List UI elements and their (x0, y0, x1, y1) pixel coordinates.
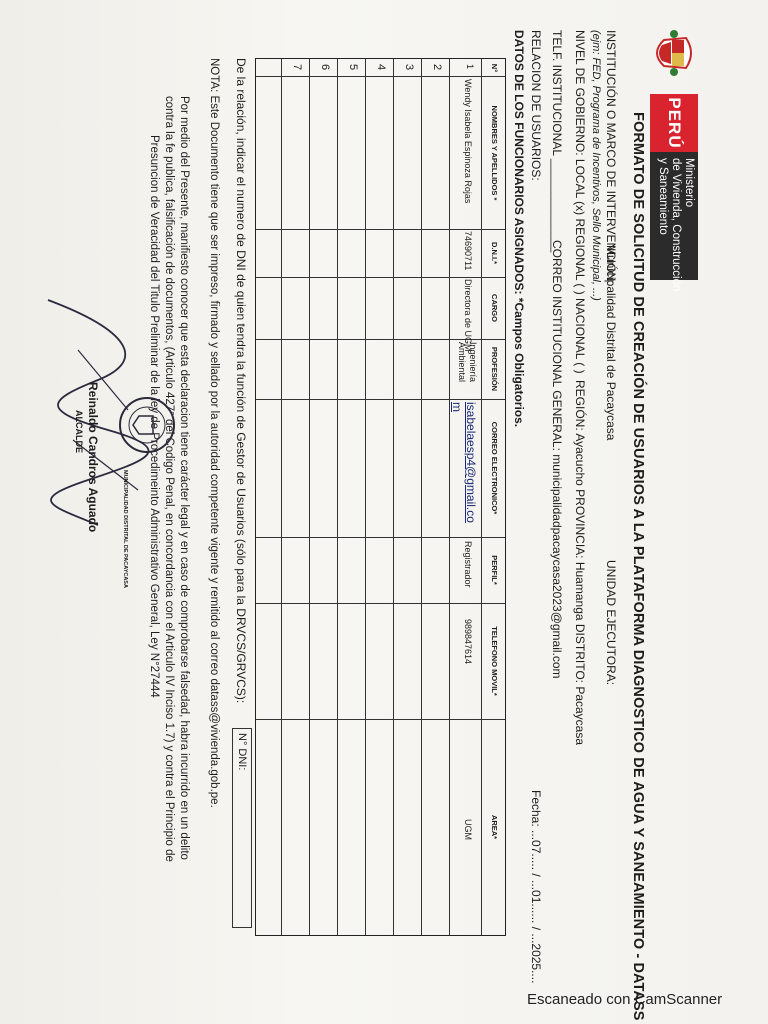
header-dni: D.N.I.* (490, 241, 499, 265)
relacion-usuarios: RELACION DE USUARIOS: (529, 30, 543, 181)
row1-profesion-2: Ambiental (457, 342, 467, 383)
header-nombres: NOMBRES Y APELLIDOS * (490, 105, 499, 201)
declaracion-line-1: Por medio del Presente, manifiesto conocer que esta declaracion tiene carácter legal y en caso de comprobarse falsedad, habra incurrido en un delito (178, 96, 190, 860)
peru-coat-of-arms-icon (646, 30, 698, 76)
firma-nombre: Reinaldo Candros Aguado (86, 382, 100, 533)
header-telefono: TELEFONO MOVIL* (490, 626, 499, 696)
row-number: 5 (347, 64, 359, 71)
row1-telefono: 989847614 (463, 619, 473, 665)
row1-profesion-1: Ingeniería (468, 342, 478, 383)
correo-general: CORREO INSTITUCIONAL GENERAL: municipalidadpacaycasa2023@gmail.com (550, 240, 564, 679)
camscanner-watermark: Escaneado con CamScanner (527, 991, 723, 1008)
row1-nombre: Wendy Isabela Espinoza Rojas (463, 79, 473, 204)
row1-correo-1: isabelaesp4@gmail.co (464, 402, 478, 523)
telefono-institucional: TELF. INSTITUCIONAL ______________ (550, 30, 564, 253)
header-area: AREA* (490, 814, 499, 840)
header-numero: N° (490, 63, 499, 73)
header-correo: CORREO ELECTRONICO* (490, 421, 499, 515)
row1-correo-2: m (450, 402, 464, 412)
row-number: 4 (375, 64, 387, 71)
institucion-value: Municipalidad Distrital de Pacaycasa (604, 245, 618, 441)
row1-numero: 1 (465, 64, 475, 70)
nota: NOTA: Este Documento tiene que ser impreso, firmado y sellado por la autoridad competente vigente y remitido al correo datass@vivienda.gob.pe. (208, 58, 220, 808)
header-cargo: CARGO (490, 294, 499, 322)
row-number: 3 (403, 64, 415, 71)
usuarios-table (255, 58, 506, 936)
institucion-label: INSTITUCIÓN O MARCO DE INTERVENCIÓN: (604, 30, 618, 285)
peru-logo-label: PERÚ (650, 94, 698, 152)
ejemplo-text: (ejm: FED, Programa de Incentivos, Sello Municipal, ...) (590, 30, 602, 301)
row-number: 2 (431, 64, 443, 71)
datos-funcionarios-title: DATOS DE LOS FUNCIONARIOS ASIGNADOS: *Campos Obligatorios. (512, 30, 526, 428)
header-profesion: PROFESIÓN (490, 346, 499, 392)
dni-box: N° DNI: (232, 728, 252, 928)
relacion-dni-text: De la relación, indicar el numero de DNI de quien tendra la función de Gestor de Usuarios (sólo para la DRVCS/GRVCS): (234, 58, 248, 704)
declaracion-line-3: Presuncion de Veracidad del Titulo Preliminar de la ley de Procedimeinto Administrativo General, Ley N°27444 (148, 135, 160, 698)
row-number: 7 (291, 64, 303, 71)
row1-area: UGM (463, 819, 473, 840)
row1-perfil: Registrador (463, 541, 473, 588)
row1-dni: 74690711 (463, 231, 473, 271)
region-provincia-distrito: REGIÓN: Ayacucho PROVINCIA: Huamanga DISTRITO: Pacaycasa (573, 380, 587, 746)
sello-municipalidad: MUNICIPALIDAD DISTRITAL DE PACAYCASA (122, 470, 128, 588)
header-perfil: PERFIL* (490, 555, 499, 585)
row1-cargo: Directora de UGM (463, 279, 473, 352)
declaracion-line-2: contra la fe publica, falsificación de documentos, (Articulo 427° del Codigo Penal, en concordancia con el Articulo IV Inciso 1.7) y contra el Principio de (163, 96, 175, 862)
firma-cargo: ALCALDE (74, 410, 84, 453)
fecha: Fecha: ...07..... / ...01...... / ...2025.... (529, 790, 543, 984)
nivel-gobierno: NIVEL DE GOBIERNO: LOCAL (x) REGIONAL ( ) NACIONAL ( ) (573, 30, 587, 374)
form-title: FORMATO DE SOLICITUD DE CREACIÓN DE USUARIOS A LA PLATAFORMA DIAGNOSTICO DE AGUA Y SANEAMIENTO - DATASS (630, 112, 646, 1021)
ministry-logo (650, 94, 698, 292)
row-number: 6 (319, 64, 331, 71)
ministry-name: Ministerio de Vivienda, Construcción y Saneamiento (650, 152, 698, 280)
unidad-ejecutora-label: UNIDAD EJECUTORA: (604, 560, 618, 686)
